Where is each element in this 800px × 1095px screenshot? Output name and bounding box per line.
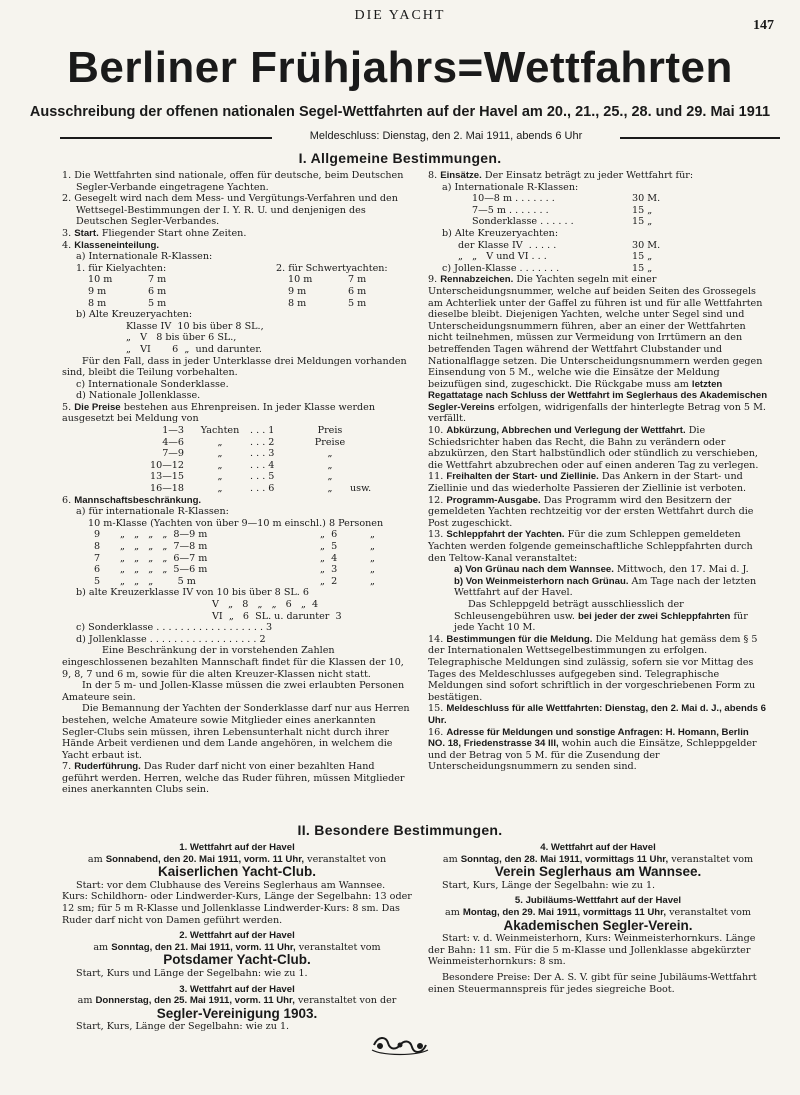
race-5-date-prefix: am: [445, 906, 460, 918]
clause-3-number: 3.: [62, 227, 72, 239]
clause-13-note-bold: bei jeder der zwei Schleppfahrten: [577, 610, 731, 622]
race-5-club: Akademischen Segler-Verein.: [503, 917, 693, 933]
cruiser-class-list: [62, 321, 412, 356]
clause-15-heading: Meldeschluss für alle Wettfahrten: Dienstag, den 2. Mai d. J., abends 6 Uhr.: [428, 703, 767, 726]
clause-14: [428, 634, 768, 704]
table-cell: 8: [94, 541, 101, 552]
clause-6c: c) Sonderklasse . . . . . . . . . . . . . . . . . . 3: [76, 622, 273, 634]
table-row: [62, 460, 412, 472]
table-cell: „ 6: [320, 529, 338, 541]
race-5-date-main: Montag, den 29. Mai 1911, vormittags 11 Uhr,: [462, 906, 667, 918]
clause-9-text-1: Die Yachten segeln mit einer Unterscheidungsnummer, welche auf beiden Seiten des Grossegels am Achterliek unter der Gaffel zu führen ist und für alle Wettfahrten dieselbe bleibt. Diejenigen Yachten, welche unter Segel sind und Unterscheidungsnummern führen, aber an einer der Wettfahrten nicht teilnehmen, müssen zur Vermeidung von Irrtümern an den betreffenden Tagen während der Wettfahrt Clubstander und Nationalflagge setzen. Die Unterscheidungsnummern werden gegen Einsendung von 5 M., welche wie die Einsätze der Meldung beizufügen sind, zugeschickt. Die Rückgabe muss am: [428, 274, 763, 390]
clause-6-note-3: Die Bemannung der Yachten der Sonderklasse darf nur aus Herren bestehen, welche Amateure sowie Mitglieder eines anerkannten Segler-Clubs sein müssen, ihren Lebensunterhalt nicht durch ihrer Hände Arbeit verdienen und dem Lande angehören, in welchem die Yacht erbaut ist.: [62, 703, 410, 761]
clause-12-heading: Programm-Ausgabe.: [446, 494, 541, 506]
clause-8-text: Der Einsatz beträgt zu jeder Wettfahrt für:: [484, 170, 694, 181]
clause-11-text: Das Ankern in der Start- und Ziellinie und das wiederholte Passieren der Ziellinie ist verboten.: [428, 471, 747, 495]
centreboard-yachts-label: 2. für Schwertyachten:: [276, 262, 388, 274]
clause-6d: d) Jollenklasse . . . . . . . . . . . . . . . . . . 2: [76, 633, 266, 645]
table-cell: „: [327, 471, 333, 483]
table-cell: „: [327, 448, 333, 460]
table-cell: „: [370, 575, 375, 587]
clause-14-text: Die Meldung hat gemäss dem § 5 der Internationalen Wettsegelbestimmungen zu erfolgen. Telegraphische Meldungen sind zulässig, sofern sie vor Mittag des Tages des Meldeschlusses aufgegeben sind. Telegraphische Meldungen sind sofort schriftlich in der vorgeschriebenen Form zu bestätigen.: [428, 633, 758, 703]
race-2-date-suffix: veranstaltet vom: [298, 941, 381, 953]
race-3-date-main: Donnerstag, den 25. Mai 1911, vorm. 11 Uhr,: [95, 995, 295, 1007]
clause-13-number: 13.: [428, 529, 444, 541]
table-cell: 15 „: [632, 251, 653, 263]
table-row: [62, 298, 412, 310]
table-cell: 10—12: [149, 459, 184, 471]
clause-4b-note: Für den Fall, dass in jeder Unterklasse drei Meldungen vorhanden sind, bleibt die Teilung vorbehalten.: [62, 355, 407, 379]
table-cell: 30 M.: [632, 193, 661, 205]
table-cell: „ 3: [320, 564, 338, 576]
table-cell: 7—5 m . . . . . . .: [472, 204, 549, 216]
clause-3-heading: Start.: [74, 227, 99, 239]
clause-14-number: 14.: [428, 633, 444, 645]
clause-7: [62, 761, 412, 796]
table-cell: „ „ „ „ 7—8 m: [120, 541, 208, 552]
crew-table: [62, 529, 412, 587]
fee-table-cruisers: [428, 240, 768, 263]
race-4: [428, 842, 768, 891]
race-3-date-suffix: veranstaltet von der: [297, 995, 397, 1007]
clause-6-number: 6.: [62, 494, 72, 506]
table-cell: 7 m: [148, 274, 167, 286]
table-cell: 9 m: [88, 285, 107, 297]
race-5-info: Start: v. d. Weinmeisterhorn, Kurs: Weinmeisterhornkurs. Länge der Bahn: 11 sm. Für die 5 m-Klasse und Jollenklasse abgekürzter Weinmeisterhornkurs: 8 sm.: [428, 933, 756, 968]
special-right-column: [428, 842, 768, 995]
clause-16-heading: Adresse für Meldungen und sonstige Anfragen: H. Homann, Berlin NO. 18, Friedenstrasse 34 III,: [428, 726, 749, 750]
table-cell: 7 m: [348, 274, 367, 286]
table-cell: . . . 6: [250, 483, 275, 495]
clause-1: 1. Die Wettfahrten sind nationale, offen für deutsche, beim Deutschen Segler-Verbande eingetragene Yachten.: [62, 170, 404, 193]
clause-13b: [428, 576, 768, 599]
race-2-club: Potsdamer Yacht-Club.: [163, 952, 311, 968]
table-cell: „: [217, 436, 223, 448]
table-cell: 9: [94, 529, 101, 541]
prize-table: [62, 425, 412, 495]
clause-11-number: 11.: [428, 471, 444, 483]
race-5-title: 5. Jubiläums-Wettfahrt auf der Havel: [514, 895, 682, 907]
clause-13-note-1: Das Schleppgeld beträgt ausschliesslich der Schleusengebühren usw.: [454, 598, 684, 622]
running-head: DIE YACHT: [354, 8, 446, 23]
table-row: [62, 529, 412, 541]
list-item: Klasse IV 10 bis über 8 SL.,: [126, 320, 264, 332]
clause-4a-subheads: [62, 263, 412, 275]
table-row: [428, 251, 768, 263]
race-5: [428, 895, 768, 968]
race-4-date-prefix: am: [442, 853, 458, 865]
table-cell: usw.: [350, 483, 372, 495]
deadline-rule-right: [620, 137, 780, 139]
table-row: [62, 553, 412, 565]
table-cell: Preise: [314, 436, 346, 448]
clause-8-number: 8.: [428, 170, 438, 181]
table-cell: 10—8 m . . . . . . .: [472, 193, 555, 205]
clause-8a: a) Internationale R-Klassen:: [442, 181, 579, 193]
table-cell: . . . 3: [250, 448, 275, 460]
race-5-date-suffix: veranstaltet vom: [669, 906, 751, 918]
table-cell: 16—18: [149, 483, 184, 495]
race-3-title: 3. Wettfahrt auf der Havel: [179, 983, 295, 995]
race-1-info: Start: vor dem Clubhause des Vereins Seglerhaus am Wannsee. Kurs: Schildhorn- oder Lindwerder-Kurs, Länge der Segelbahn: 13 oder 12 sm; für 5 m R-Klasse und Jollenklasse Lindwerder-Kurs: 8 sm. Das Ruder darf nicht von Damen geführt werden.: [62, 879, 412, 926]
table-cell: „ „ „ „ 8—9 m: [120, 529, 208, 541]
keel-yachts-label: 1. für Kielyachten:: [76, 262, 167, 274]
clause-8-heading: Einsätze.: [440, 170, 482, 181]
clause-4-heading: Klasseneinteilung.: [74, 239, 159, 251]
clause-4c: c) Internationale Sonderklasse.: [76, 378, 229, 390]
clause-12-text: Das Programm wird den Besitzern der gemeldeten Yachten rechtzeitig vor der ersten Wettfahrt durch die Post zugeschickt.: [428, 494, 754, 529]
table-cell: 8 m: [288, 297, 307, 309]
table-cell: „: [370, 564, 375, 576]
table-row: [62, 541, 412, 553]
clause-13a-text: Mittwoch, den 17. Mai d. J.: [616, 564, 749, 576]
race-2-date-prefix: am: [93, 941, 109, 953]
table-cell: 6: [94, 564, 101, 576]
table-row: [62, 425, 412, 437]
clause-6a-first-row: 10 m-Klasse (Yachten von über 9—10 m einschl.) 8 Personen: [88, 517, 384, 529]
clause-9-heading: Rennabzeichen.: [440, 274, 514, 286]
clause-5-number: 5.: [62, 401, 72, 413]
table-cell: 30 M.: [632, 239, 661, 251]
table-cell: . . . 4: [250, 459, 275, 471]
clause-13b-text: Am Tage nach der letzten Wettfahrt auf der Havel.: [454, 575, 757, 599]
table-cell: 9 m: [288, 285, 307, 297]
clause-10: [428, 425, 768, 471]
clause-13-text: Für die zum Schleppen gemeldeten Yachten werden folgende gemeinschaftliche Schleppfahrten durch den Teltow-Kanal veranstaltet:: [428, 529, 753, 564]
race-4-club: Verein Seglerhaus am Wannsee.: [494, 864, 702, 880]
clause-6-note-2: In der 5 m- und Jollen-Klasse müssen die zwei erlaubten Personen Amateure sein.: [62, 680, 405, 703]
race-4-date-main: Sonntag, den 28. Mai 1911, vormittags 11 Uhr,: [460, 853, 669, 865]
table-cell: „: [370, 529, 375, 541]
page-subtitle: Ausschreibung der offenen nationalen Segel-Wettfahrten auf der Havel am 20., 21., 25., 28. und 29. Mai 1911: [29, 104, 771, 120]
table-cell: „ „ „ 5 m: [120, 575, 196, 587]
clause-13-note-2: für jede Yacht 10 M.: [454, 610, 748, 634]
race-3-date-prefix: am: [77, 995, 93, 1007]
table-cell: der Klasse IV . . . . .: [458, 239, 557, 251]
clause-5-heading: Die Preise: [74, 401, 121, 413]
clause-11: [428, 471, 768, 494]
race-2-title: 2. Wettfahrt auf der Havel: [179, 930, 295, 942]
clause-7-number: 7.: [62, 761, 72, 773]
clause-4a: a) Internationale R-Klassen:: [76, 251, 213, 263]
table-cell: „: [327, 483, 333, 495]
clause-10-text: Die Schiedsrichter haben das Recht, die Bahn zu verändern oder abzukürzen, den Start halbstündlich oder stündlich zu verschieben, die Wettfahrt abzubrechen oder auf einen anderen Tag zu verlegen.: [428, 425, 759, 471]
race-3-info: Start, Kurs, Länge der Segelbahn: wie zu 1.: [76, 1021, 290, 1033]
table-cell: 10 m: [288, 274, 313, 286]
table-cell: „ 4: [320, 552, 338, 564]
clause-7-heading: Ruderführung.: [74, 761, 141, 773]
table-cell: „: [327, 459, 333, 471]
race-1-club: Kaiserlichen Yacht-Club.: [157, 864, 317, 880]
deadline-banner: [60, 128, 780, 146]
race-2-date-main: Sonntag, den 21. Mai 1911, vorm. 11 Uhr,: [111, 941, 296, 953]
special-prizes: [428, 972, 768, 995]
clause-9: [428, 274, 768, 425]
race-1: [62, 842, 412, 926]
table-cell: „: [217, 448, 223, 460]
clause-4d: d) Nationale Jollenklasse.: [76, 390, 201, 402]
table-row: [428, 193, 768, 205]
clause-9-text-2: erfolgen, widrigenfalls der hinterlegte Betrag von 5 M. verfällt.: [428, 401, 766, 425]
table-cell: „: [217, 483, 223, 495]
table-cell: „ 5: [320, 541, 338, 552]
general-left-column: [62, 170, 412, 796]
list-item: „ V 8 bis über 6 SL.,: [126, 332, 237, 344]
table-cell: „ „ V und VI . . .: [458, 251, 547, 263]
table-row: [62, 483, 412, 495]
race-4-title: 4. Wettfahrt auf der Havel: [540, 842, 656, 853]
table-row: [62, 448, 412, 460]
section-heading-general: I. Allgemeine Bestimmungen.: [298, 150, 502, 166]
race-5-date: [428, 907, 768, 919]
race-1-date-suffix: veranstaltet von: [307, 853, 387, 865]
table-cell: 7—9: [162, 448, 184, 460]
table-cell: 15 „: [632, 204, 653, 216]
table-cell: „ 2: [320, 575, 338, 587]
race-3-club: Segler-Vereinigung 1903.: [156, 1005, 318, 1021]
table-row: [428, 240, 768, 252]
clause-16-number: 16.: [428, 726, 444, 738]
table-cell: „: [217, 471, 223, 483]
clause-9-bold: letzten Regattatage nach Schluss der Wettfahrt im Seglerhaus des Akademischen Segler-Vereins: [428, 378, 768, 413]
table-row: [62, 471, 412, 483]
clause-6-heading: Mannschaftsbeschränkung.: [74, 494, 202, 506]
ornament-icon: [370, 1034, 430, 1056]
clause-9-number: 9.: [428, 274, 438, 286]
page-number: 147: [753, 18, 774, 33]
race-1-date-prefix: am: [87, 853, 103, 865]
clause-6: [62, 495, 412, 507]
table-cell: 5 m: [148, 297, 167, 309]
clause-13: [428, 529, 768, 564]
race-4-info: Start, Kurs, Länge der Segelbahn: wie zu 1.: [442, 879, 656, 891]
section-heading-special: II. Besondere Bestimmungen.: [297, 822, 503, 838]
deadline-text: Meldeschluss: Dienstag, den 2. Mai 1911, abends 6 Uhr: [309, 130, 583, 142]
table-cell: 6 m: [348, 285, 367, 297]
clause-12-number: 12.: [428, 494, 444, 506]
clause-13a: [428, 564, 768, 576]
clause-8b: b) Alte Kreuzeryachten:: [442, 227, 559, 239]
table-cell: Sonderklasse . . . . . .: [472, 216, 574, 228]
table-row: [62, 576, 412, 588]
special-prizes-text: Der A. S. V. gibt für seine Jubiläums-Wettfahrt einen Steuermannspreis für jedes siegreiche Boot.: [428, 971, 757, 995]
clause-5-text: bestehen aus Ehrenpreisen. In jeder Klasse werden ausgesetzt bei Meldung von: [62, 401, 376, 425]
table-cell: . . . 5: [250, 471, 275, 483]
race-3: [62, 984, 412, 1033]
general-right-column: [428, 170, 768, 773]
clause-13-note: [428, 599, 768, 634]
clause-2: 2. Gesegelt wird nach dem Mess- und Vergütungs-Verfahren und den Wettsegel-Bestimmungen der I. Y. R. U. und denjenigen des Deutschen Segler-Verbandes.: [62, 193, 398, 228]
special-left-column: [62, 842, 412, 1033]
clause-13b-heading: b) Von Weinmeisterhorn nach Grünau.: [454, 575, 629, 587]
clause-10-number: 10.: [428, 425, 444, 437]
clause-13a-heading: a) Von Grünau nach dem Wannsee.: [454, 564, 614, 576]
clause-4b: b) Alte Kreuzeryachten:: [76, 309, 193, 321]
table-row: [62, 274, 412, 286]
clause-4-number: 4.: [62, 239, 72, 251]
clause-8: [428, 170, 768, 182]
clause-6a: a) für internationale R-Klassen:: [76, 506, 229, 518]
table-row: [428, 205, 768, 217]
clause-6-note-1: Eine Beschränkung der in vorstehenden Zahlen eingeschlossenen bezahlten Mannschaft findet für die Klassen der 10, 9, 8, 7 und 6 m, sowie für die alten Kreuzer-Klassen nicht statt.: [62, 645, 404, 680]
clause-16: [428, 727, 768, 773]
table-cell: . . . 2: [250, 436, 275, 448]
clause-6b: b) alte Kreuzerklasse IV von 10 bis über 8 SL. 6: [76, 587, 309, 599]
page-title: Berliner Frühjahrs=Wettfahrten: [67, 43, 733, 92]
special-prizes-label: Besondere Preise:: [442, 971, 531, 983]
table-cell: „ „ „ „ 6—7 m: [120, 552, 208, 564]
table-cell: 4—6: [162, 436, 184, 448]
table-cell: Preis: [317, 425, 343, 437]
race-1-title: 1. Wettfahrt auf der Havel: [179, 842, 295, 853]
clause-16-text: wohin auch die Einsätze, Schleppgelder und der Betrag von 5 M. für die Zusendung der Unterscheidungsnummern zu senden sind.: [428, 738, 757, 773]
list-item: VI „ 6 SL. u. darunter 3: [212, 610, 342, 622]
clause-3-text: Fliegender Start ohne Zeiten.: [101, 227, 247, 239]
table-cell: 10 m: [88, 274, 113, 286]
list-item: „ VI 6 „ und darunter.: [126, 343, 262, 355]
clause-15: [428, 703, 768, 726]
table-cell: 15 „: [632, 216, 653, 228]
table-cell: 13—15: [149, 471, 184, 483]
race-2: [62, 930, 412, 979]
clause-7-text: Das Ruder darf nicht von einer bezahlten Hand geführt werden. Herren, welche das Ruder führen, müssen Mitglieder eines anerkannten Clubs sein.: [62, 761, 405, 796]
clause-4: [62, 240, 412, 252]
clause-11-heading: Freihalten der Start- und Ziellinie.: [446, 471, 599, 483]
table-row: [62, 564, 412, 576]
table-cell: 6 m: [148, 285, 167, 297]
table-cell: Yachten: [200, 425, 240, 437]
crew-cruiser-table: [62, 599, 412, 622]
clause-15-number: 15.: [428, 703, 444, 715]
table-cell: 7: [94, 552, 101, 564]
fee-table-r-classes: [428, 193, 768, 228]
table-cell: „: [370, 552, 375, 564]
table-cell: . . . 1: [250, 425, 275, 437]
table-cell: 1—3: [162, 425, 184, 437]
table-cell: 5: [94, 575, 101, 587]
clause-8c-label: c) Jollen-Klasse . . . . . . .: [442, 262, 560, 274]
race-1-date-main: Sonnabend, den 20. Mai 1911, vorm. 11 Uhr,: [105, 853, 305, 865]
clause-13-heading: Schleppfahrt der Yachten.: [446, 529, 565, 541]
race-3-date: [62, 995, 412, 1007]
clause-5: [62, 402, 412, 425]
clause-3: [62, 228, 412, 240]
table-cell: 8 m: [88, 297, 107, 309]
table-cell: „: [217, 459, 223, 471]
race-4-date-suffix: veranstaltet vom: [671, 853, 754, 865]
clause-14-heading: Bestimmungen für die Meldung.: [446, 633, 593, 645]
race-2-info: Start, Kurs und Länge der Segelbahn: wie zu 1.: [76, 967, 308, 979]
table-row: [428, 216, 768, 228]
clause-10-heading: Abkürzung, Abbrechen und Verlegung der Wettfahrt.: [446, 425, 686, 437]
clause-8c-value: 15 „: [632, 262, 653, 274]
deadline-rule-left: [60, 137, 272, 139]
table-cell: „: [370, 541, 375, 552]
table-cell: „ „ „ „ 5—6 m: [120, 564, 208, 576]
clause-8c: [428, 263, 768, 275]
clause-12: [428, 495, 768, 530]
r-class-table: [62, 274, 412, 309]
table-row: [62, 286, 412, 298]
list-item: V „ 8 „ „ 6 „ 4: [212, 598, 319, 610]
table-row: [62, 437, 412, 449]
table-cell: 5 m: [348, 297, 367, 309]
